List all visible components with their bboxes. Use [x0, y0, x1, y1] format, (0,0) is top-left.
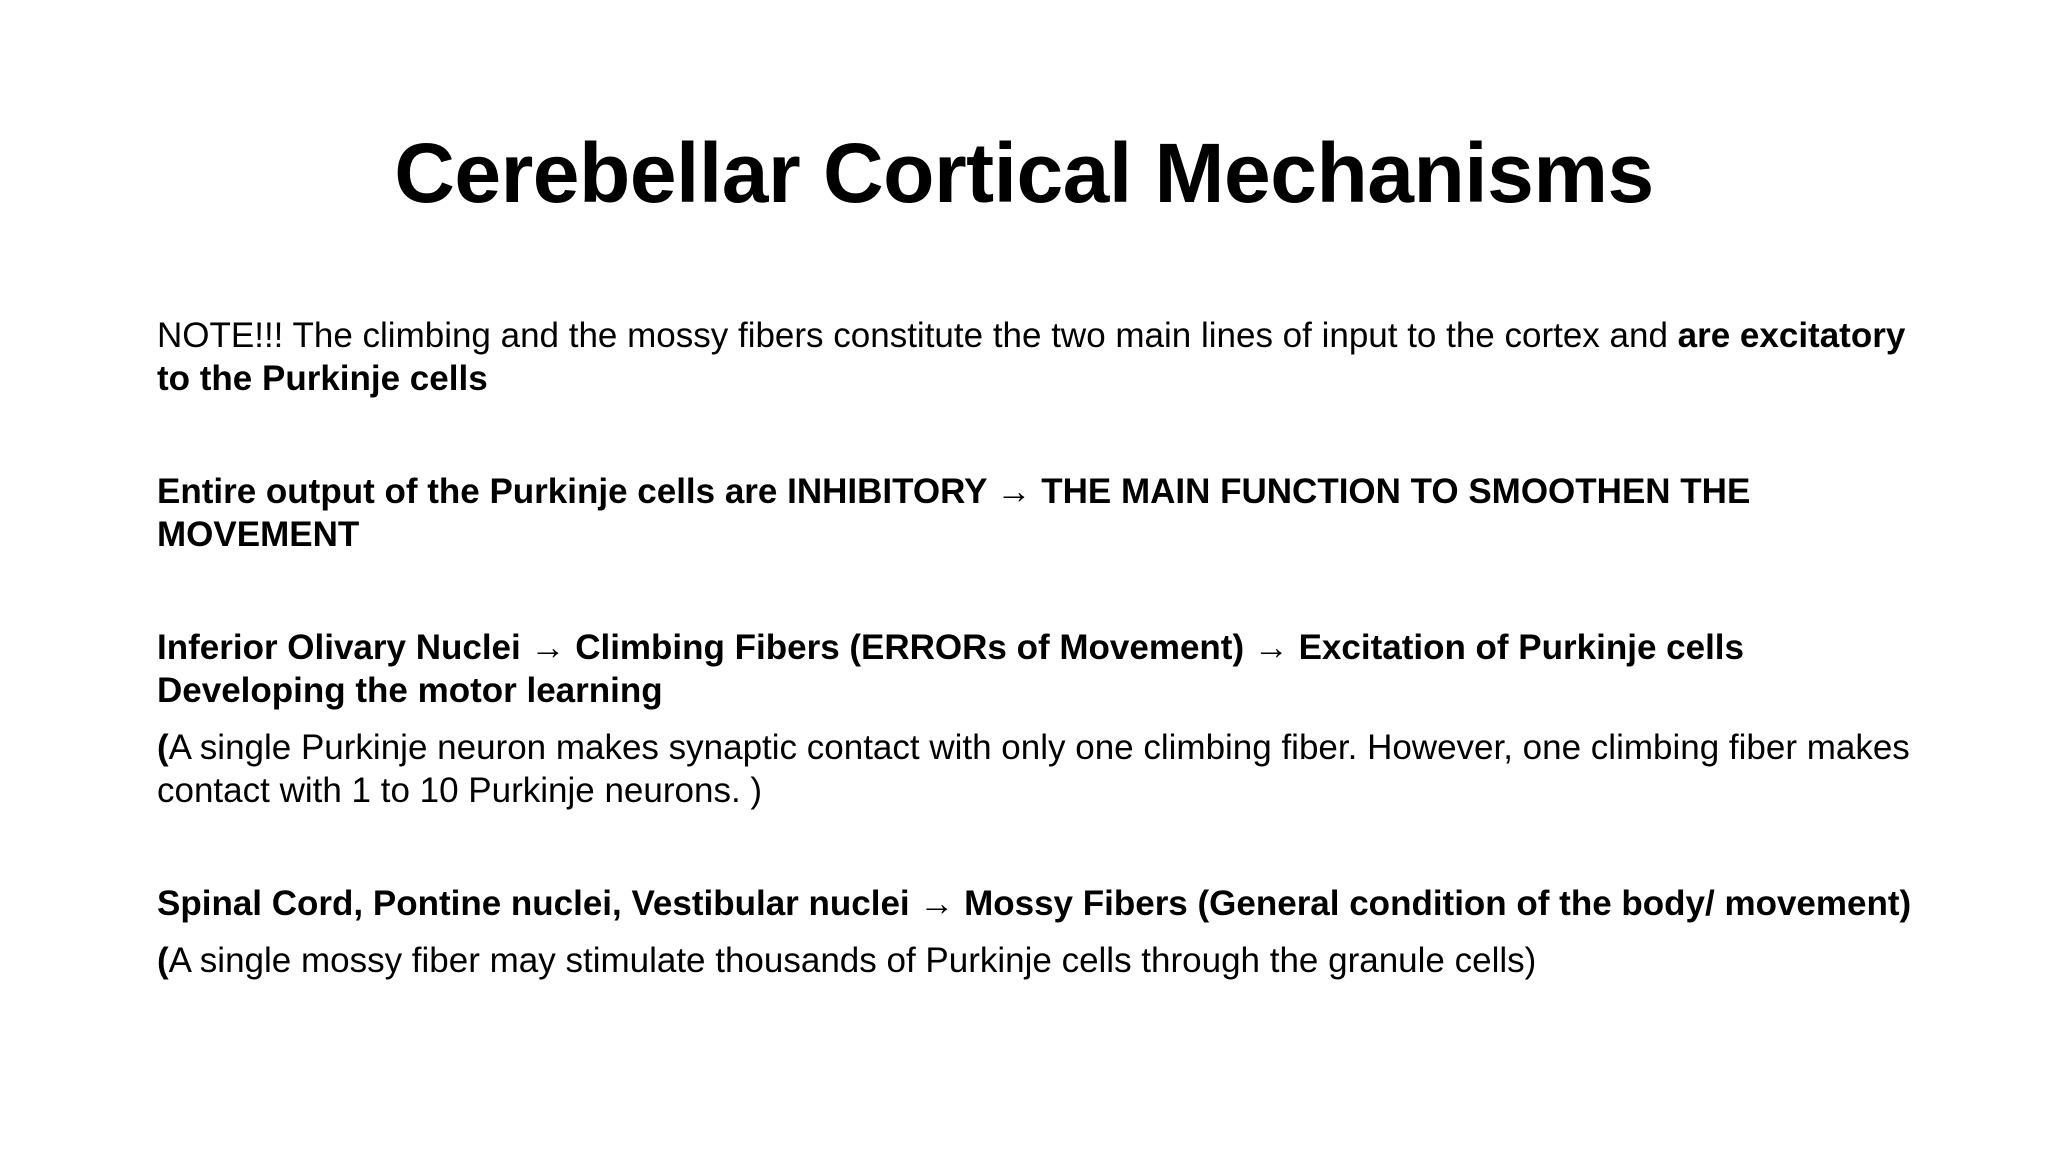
- mossy-fiber-detail-text: A single mossy fiber may stimulate thousands of Purkinje cells through the granule cells): [168, 941, 1537, 980]
- slide-body: [157, 314, 1917, 982]
- note-text: NOTE!!! The climbing and the mossy fibers constitute the two main lines of input to the cortex and: [157, 316, 1678, 355]
- mossy-fiber-paragraph: Spinal Cord, Pontine nuclei, Vestibular nuclei → Mossy Fibers (General condition of the body/ movement): [157, 884, 1912, 923]
- climbing-fiber-detail: [157, 726, 1917, 812]
- mossy-fiber-detail: [157, 939, 1917, 982]
- paren-open: (: [157, 941, 169, 980]
- paren-open: (: [157, 728, 169, 767]
- note-bold-text: are excitatory to the Purkinje cells: [157, 316, 1906, 398]
- note-paragraph: [157, 314, 1917, 400]
- inhibitory-output-paragraph: Entire output of the Purkinje cells are INHIBITORY → THE MAIN FUNCTION TO SMOOTHEN THE MOVEMENT: [157, 472, 1751, 554]
- climbing-fiber-paragraph: Inferior Olivary Nuclei → Climbing Fibers (ERRORs of Movement) → Excitation of Purkinje cells Developing the motor learning: [157, 628, 1744, 710]
- slide-title: Cerebellar Cortical Mechanisms: [394, 126, 1654, 220]
- climbing-fiber-detail-text: A single Purkinje neuron makes synaptic contact with only one climbing fiber. However, one climbing fiber makes contact with 1 to 10 Purkinje neurons. ): [157, 728, 1910, 810]
